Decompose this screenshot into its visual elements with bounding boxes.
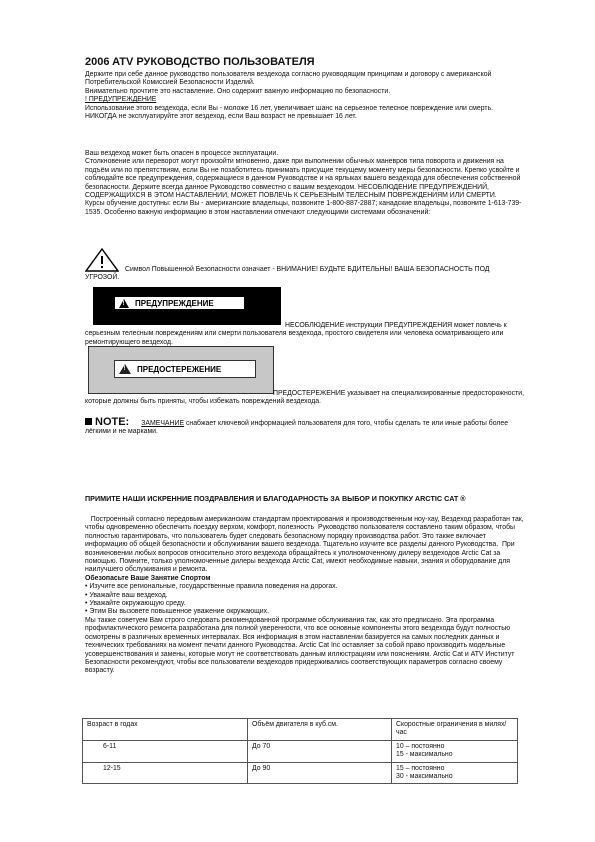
sport-item: • Этим Вы вызовете повышенное уважение окружающих. — [85, 608, 269, 616]
sport-item: • Уважайте окружающую среду. — [85, 600, 186, 608]
age-limits-table — [82, 718, 518, 784]
warning-box-caption: НЕСОБЛЮДЕНИЕ инструкции ПРЕДУПРЕЖДЕНИЯ может повлечь к серьезным телесным повреждениям или смерти пользователя вездехода, простого свидетеля или человека осматривающего или ремонтирующего вездеход. — [85, 322, 507, 346]
note-label: NOTE: — [85, 416, 129, 428]
table-cell-age: 6-11 — [83, 740, 248, 762]
sport-heading: Обезопасьте Ваше Занятие Спортом — [85, 574, 211, 582]
sport-item: • Изучите все региональные, государственные правила поведения на дорогах. — [85, 583, 338, 591]
congrats-block — [85, 516, 525, 676]
caution-box-caption-block — [85, 390, 525, 407]
danger-block — [85, 150, 525, 217]
table-cell-speed: 15 – постоянно 30 - максимально — [392, 762, 518, 784]
caution-box-label: ПРЕДОСТЕРЕЖЕНИЕ — [137, 364, 222, 374]
warning-box — [93, 287, 281, 325]
note-text: снабжает ключевой информацией пользователя для того, чтобы сделать те или иные работы более лёгкими и не марками. — [85, 420, 509, 436]
table-cell-age: 12-15 — [83, 762, 248, 784]
sport-item: • Уважайте ваш вездеход. — [85, 591, 168, 599]
warning-heading: ! ПРЕДУПРЕЖДЕНИЕ — [85, 96, 157, 104]
intro-read-text: Внимательно прочтите это наставление. Оно содержит важную информацию по безопасности. — [85, 87, 391, 95]
page-title: 2006 ATV РУКОВОДСТВО ПОЛЬЗОВАТЕЛЯ — [85, 56, 315, 68]
table-header-engine: Объём двигателя в куб.см. — [248, 719, 392, 741]
table-header-speed: Скоростные ограничения в миляx/час — [392, 719, 518, 741]
note-square-icon — [85, 418, 92, 425]
table-row — [83, 762, 518, 784]
table-cell-speed: 10 – постоянно 15 - максимально — [392, 740, 518, 762]
intro-block — [85, 71, 525, 121]
intro-text: Держите при себе данное руководство пользователя вездехода согласно руководящим принципам и договору с американской Потребительской Комиссией Безопасности Изделий. — [85, 71, 492, 87]
danger-details: Столкновение или переворот могут произойти мгновенно, даже при выполнении обычных маневров типа поворота и движения на подъём или по препятствиям, если Вы не позаботитесь принимать присущие текущему моменту меры безопасности. Крепко усвойте и соблюдайте все предупреждения, содержащиеся в данном Руководстве и на ярлыках вашего вездехода для обеспечения собственной безопасности. Держите всегда данное Руководство совместно с вашим вездеходом. НЕСОБЛЮДЕНИЕ ПРЕДУПРЕЖДЕНИЙ, СОДЕРЖАЩИХСЯ В ЭТОМ НАСТАВЛЕНИИ, МОЖЕТ ПОВЛЕЧЬ К СЕРЬЕЗНЫМ ТЕЛЕСНЫМ ПОВРЕЖДЕНИЯМ ИЛИ СМЕРТИ. — [85, 158, 521, 200]
note-word: ЗАМЕЧАНИЕ — [141, 420, 185, 427]
note-block — [85, 418, 525, 437]
table-header-row — [83, 719, 518, 741]
warning-box-label: ПРЕДУПРЕЖДЕНИЕ — [135, 298, 214, 308]
caution-box-caption: ПРЕДОСТЕРЕЖЕНИЕ указывает на специализированные предосторожности, которые должны быть приняты, чтобы избежать повреждений вездехода. — [85, 390, 524, 406]
warning-text: Использование этого вездехода, если Вы - моложе 16 лет, увеличивает шанс на серьезное телесное повреждение или смерть. НИКОГДА не эксплуатируйте этот вездеход, если Ваш возраст не превышает 16 лет. — [85, 104, 494, 121]
caution-box — [88, 346, 274, 394]
table-cell-engine: До 90 — [248, 762, 392, 784]
table-header-age: Возраст в годах — [83, 719, 248, 741]
table-row — [83, 740, 518, 762]
warning-box-caption-block — [85, 322, 525, 347]
warning-triangle-icon — [119, 299, 129, 308]
congrats-paragraph: Построенный согласно передовым американским стандартам проектирования и производственным ноу-хау, Вездеход разработан так, чтобы одновременно обеспечить поездку верхом, комфорт, полезность Руководство пользователя составлено таким образом, чтобы полностью гарантировать, что пользователь будет следовать безопасному порядку производства работ. Это также включает информацию об общей безопасности и обслуживании вашего вездехода. Тщательно изучите все разделы данного Руководства. При возникновении любых вопросов относительно этого вездехода обращайтесь к уполномоченному дилеру вездеходов Arctic Cat за помощью. Помните, только уполномоченные дилеры вездехода Arctic Cat, имеют необходимые навыки, знания и оборудование для наилучшего обслуживания и ремонта. — [85, 516, 526, 574]
danger-intro: Ваш вездеход может быть опасен в процессе эксплуатации. — [85, 150, 279, 157]
congrats-heading: ПРИМИТЕ НАШИ ИСКРЕННИЕ ПОЗДРАВЛЕНИЯ И БЛАГОДАРНОСТЬ ЗА ВЫБОР И ПОКУПКУ ARCTIC CAT ® — [85, 494, 466, 503]
safety-symbol-text: Символ Повышенной Безопасности означает - ВНИМАНИЕ! БУДЬТЕ БДИТЕЛЬНЫ! ВАША БЕЗОПАСНОСТЬ ПОД УГРОЗОЙ. — [85, 266, 490, 282]
maintenance-paragraph: Мы также советуем Вам строго следовать рекомендованной программе обслуживания так, как это предписано. Эта программа профилактического ремонта разработана для полной уверенности, что все основные компоненты этого вездехода будут полностью осмотрены в различных временных интервалах. Вся информация в этом наставлении базируется на самых последних данных и технических требованиях на момент печати данного Руководства. Arctic Cat Inc оставляет за собой право производить модельные усовершенствования и замены, которые могут не соответствовать данным иллюстрациям или пояснениям. Arctic Cat и ATV Институт Безопасности рекомендуют, чтобы все пользователи вездеходов придерживались соответствующих параметров согласно своему возрасту. — [85, 616, 515, 675]
training-info: Курсы обучение доступны: если Вы - американские владельцы, позвоните 1-800-887-2887; канадские владельцы, позвоните 1-613-739-1535. Особенно важную информацию в этом наставлении отмечают следующими системами обозначений: — [85, 200, 522, 216]
caution-triangle-icon — [119, 364, 131, 374]
table-cell-engine: До 70 — [248, 740, 392, 762]
